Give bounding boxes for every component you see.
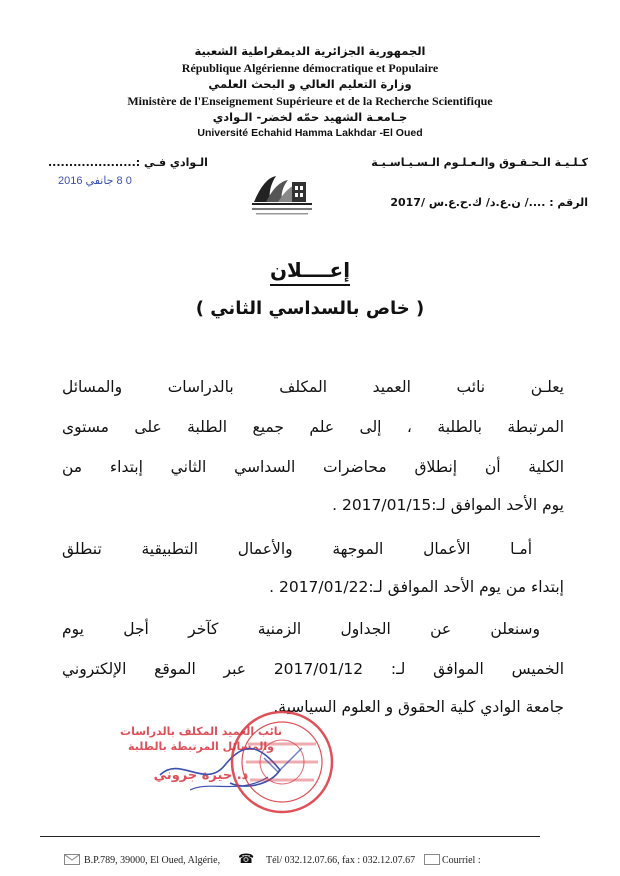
signature-role-line-2: والمسائل المرتبطة بالطلبة xyxy=(128,740,274,753)
university-logo xyxy=(246,168,322,218)
telephone-icon: ☎ xyxy=(238,852,255,867)
ministry-french: Ministère de l'Enseignement Supérieure et de la Recherche Scientifique xyxy=(127,94,493,108)
footer-email-label: Courriel : xyxy=(442,855,481,866)
university-french: Université Echahid Hamma Lakhdar -El Oued xyxy=(197,127,423,139)
body-line-7: وسنعلن عن الجداول الزمنية كآخر أجل يوم xyxy=(62,620,540,638)
reference-number: الرقم : ..../ ن.ع.د/ ك.ح.ع.س /2017 xyxy=(390,196,588,209)
envelope-icon xyxy=(64,854,80,865)
university-arabic: جـامعـة الشهيد حمّه لخضر- الـوادي xyxy=(212,110,408,124)
body-line-8: الخميس الموافق لـ: 2017/01/12 عبر الموقع الإلكتروني xyxy=(62,660,565,678)
republic-arabic: الجمهورية الجزائرية الديمقراطية الشعبية xyxy=(194,44,426,58)
place-date-label: الـوادي فـي :..................... xyxy=(48,156,208,169)
faculty-name: كـلـيـة الـحـقـوق والـعـلـوم الـسـيـاسـيـة xyxy=(371,156,588,169)
announcement-title xyxy=(0,258,620,282)
body-line-6: إبتداء من يوم الأحد الموافق لـ:2017/01/22 . xyxy=(269,578,564,596)
official-stamp xyxy=(228,708,336,816)
body-line-9: جامعة الوادي كلية الحقوق و العلوم السياسية. xyxy=(273,698,564,716)
body-line-2: المرتبطة بالطلبة ، إلى علم جميع الطلبة على مستوى xyxy=(62,418,564,436)
signature-name: د. حيزة جروني xyxy=(153,768,249,783)
announcement-title-text: إعــــلان xyxy=(270,258,350,286)
republic-french: République Algérienne démocratique et Populaire xyxy=(181,61,439,75)
footer-divider xyxy=(40,836,540,837)
ministry-arabic: وزارة التعليم العالي و البحث العلمي xyxy=(208,77,412,91)
body-line-3: الكلية أن إنطلاق محاضرات السداسي الثاني إبتداء من xyxy=(62,458,564,476)
body-line-4: يوم الأحد الموافق لـ:2017/01/15 . xyxy=(332,496,564,514)
mail-icon xyxy=(424,854,440,865)
footer-address: B.P.789, 39000, El Oued, Algérie, xyxy=(84,855,221,866)
body-line-1: يعلـن نائب العميد المكلف بالدراسات والمسائل xyxy=(62,378,564,396)
body-line-5: أمـا الأعمال الموجهة والأعمال التطبيقية تنطلق xyxy=(62,540,532,558)
received-date-stamp: 0 8 جانفي 2016 xyxy=(58,175,132,187)
signature-role-line-1: نائب العميد المكلف بالدراسات xyxy=(120,725,282,738)
announcement-subtitle: ( خاص بالسداسي الثاني ) xyxy=(195,298,425,319)
footer-tel-fax: Tél/ 032.12.07.66, fax : 032.12.07.67 xyxy=(266,855,416,866)
